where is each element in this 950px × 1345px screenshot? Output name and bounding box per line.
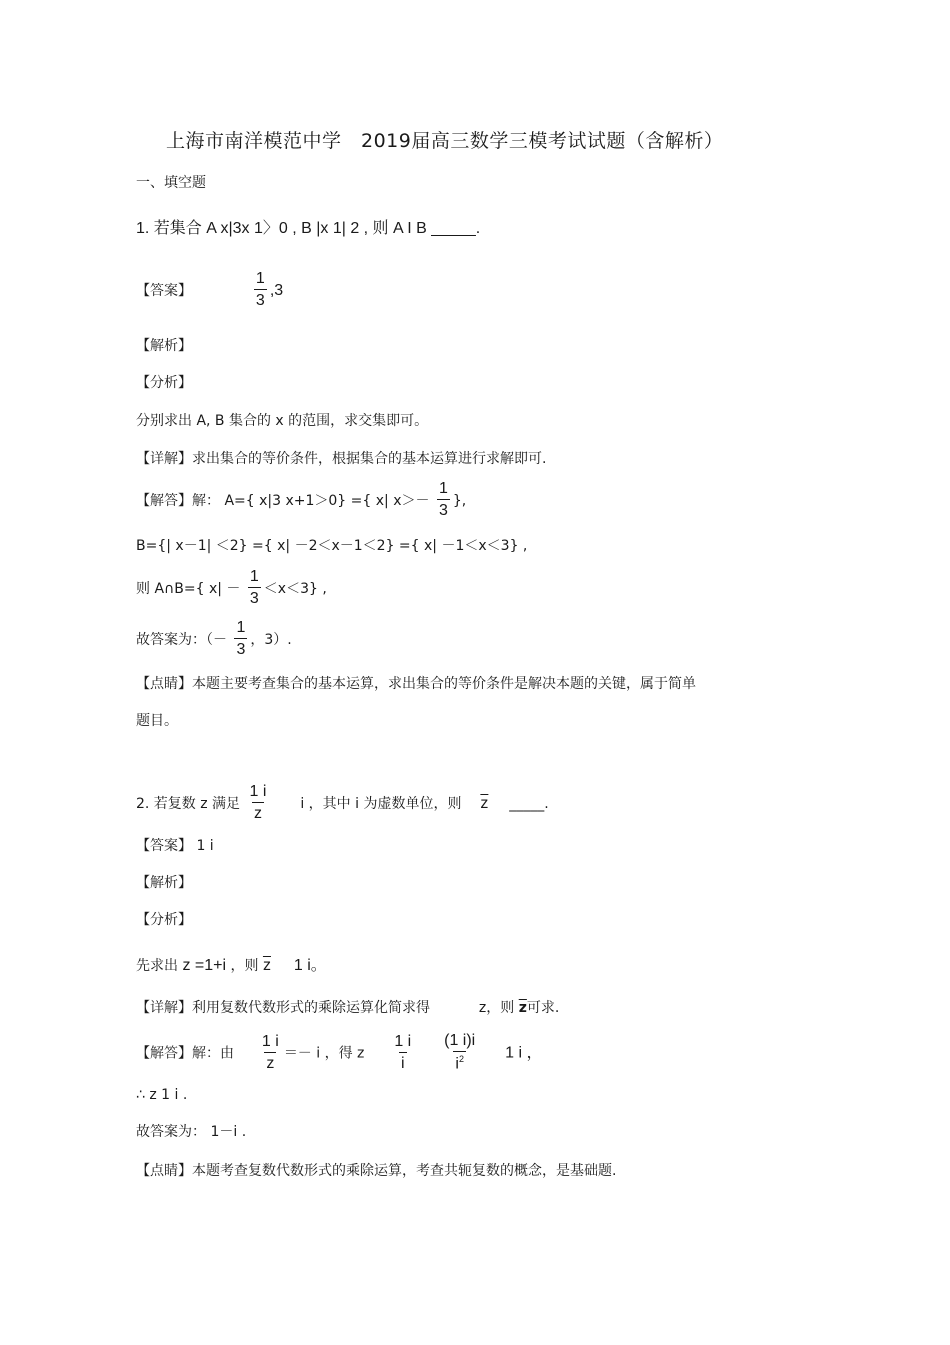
jieda-c-text: 则 A∩B={ x| － <box>136 581 241 597</box>
answer-tail: ,3 <box>269 282 284 299</box>
section-heading: 一、填空题 <box>136 175 206 191</box>
answer-label: 【答案】 <box>136 283 192 299</box>
jiexi-label-2: 【解析】 <box>136 875 192 891</box>
jieda-mid: ＝－ i ，得 z <box>283 1045 365 1062</box>
gu-text: 故答案为：（－ <box>136 632 227 648</box>
q1-answer <box>136 272 283 310</box>
numerator: 1 <box>249 568 259 585</box>
jieda-head: 【解答】解：由 <box>136 1045 234 1062</box>
dianjing-line-1: 【点睛】本题主要考查集合的基本运算，求出集合的等价条件是解决本题的关键，属于简单 <box>136 676 696 692</box>
fraction <box>248 569 261 607</box>
numerator: 1 <box>438 480 448 497</box>
fraction <box>437 481 450 519</box>
denominator: 3 <box>254 289 267 309</box>
jiexi-label: 【解析】 <box>136 338 192 354</box>
exponent: 2 <box>458 1054 464 1064</box>
question-2-text <box>136 785 549 823</box>
question-1-text: 1. 若集合 A x|3x 1〉0 , B |x 1| 2 , 则 A I B _____. <box>136 220 481 237</box>
denominator: z <box>264 1052 276 1072</box>
denominator: z <box>252 802 264 822</box>
denominator: 3 <box>234 638 247 658</box>
fraction <box>234 620 247 658</box>
dianjing-line-2: 题目。 <box>136 713 178 729</box>
fenxi-label-2: 【分析】 <box>136 912 192 928</box>
fraction <box>248 784 269 822</box>
numerator: 1 <box>236 619 246 636</box>
jieda-line-c <box>136 570 327 608</box>
numerator: 1 i <box>394 1032 412 1050</box>
fenxi-text: 分别求出 A, B 集合的 x 的范围，求交集即可。 <box>136 413 429 429</box>
numerator: 1 i <box>261 1032 279 1050</box>
xiangjie-end: 可求. <box>526 1000 560 1016</box>
denominator: 3 <box>437 499 450 519</box>
q2-final-answer: 故答案为： 1－i . <box>136 1124 247 1140</box>
fenxi-text-2 <box>136 958 327 974</box>
fenxi-head: 先求出 <box>136 958 178 974</box>
q2-head: 2. 若复数 z 满足 <box>136 796 241 812</box>
fenxi-mid: ，则 <box>230 958 259 974</box>
xiangjie-text-2 <box>136 1001 559 1015</box>
jieda-c-tail: ＜x＜3} , <box>263 581 327 597</box>
q2-answer: 【答案】 1 i <box>136 838 214 854</box>
fenxi-label: 【分析】 <box>136 375 192 391</box>
denominator-base: i <box>455 1055 459 1073</box>
z-conjugate: $\overline{z}$ <box>262 957 271 974</box>
jieda-line-2 <box>136 1034 543 1073</box>
answer-blank: _____. <box>509 796 549 812</box>
fraction <box>392 1034 413 1072</box>
xiangjie-head: 【详解】利用复数代数形式的乘除运算化简求得 <box>136 1000 430 1016</box>
jieda-a-text: 【解答】解： A={ x|3 x+1＞0} ={ x| x＞－ <box>136 493 430 509</box>
fenxi-tail: 1 i。 <box>293 957 327 974</box>
jieda-line-b: B={| x－1| ＜2} ={ x| －2＜x－1＜2} ={ x| －1＜x＜3} , <box>136 538 528 554</box>
gu-tail: ，3）. <box>250 632 292 648</box>
xiangjie-tail: z，则 <box>478 1000 515 1016</box>
denominator <box>453 1051 466 1072</box>
z-value: z =1+i <box>182 957 227 974</box>
z-conjugate: $\overline{z}$ <box>480 795 489 812</box>
fraction <box>254 271 267 309</box>
dianjing-2: 【点睛】本题考查复数代数形式的乘除运算，考查共轭复数的概念，是基础题. <box>136 1163 617 1179</box>
q1-final-answer <box>136 621 292 659</box>
xiangjie-text: 【详解】求出集合的等价条件，根据集合的基本运算进行求解即可. <box>136 451 547 467</box>
jieda-line-a <box>136 482 466 520</box>
numerator: 1 <box>255 270 265 287</box>
page-title: 上海市南洋模范中学 2019届高三数学三模考试试题（含解析） <box>166 130 724 152</box>
therefore-line: ∴ z 1 i . <box>136 1087 188 1103</box>
numerator: (1 i)i <box>444 1032 476 1049</box>
denominator: i <box>399 1052 407 1072</box>
z-conjugate: $\overline{z}$ <box>518 1000 527 1016</box>
q2-tail: i ，其中 i 为虚数单位，则 <box>300 796 462 812</box>
numerator: 1 i <box>249 783 267 800</box>
denominator: 3 <box>248 587 261 607</box>
jieda-tail: 1 i ， <box>505 1044 543 1062</box>
fraction <box>260 1034 281 1072</box>
fraction <box>442 1033 477 1072</box>
jieda-a-tail: }, <box>452 493 467 509</box>
